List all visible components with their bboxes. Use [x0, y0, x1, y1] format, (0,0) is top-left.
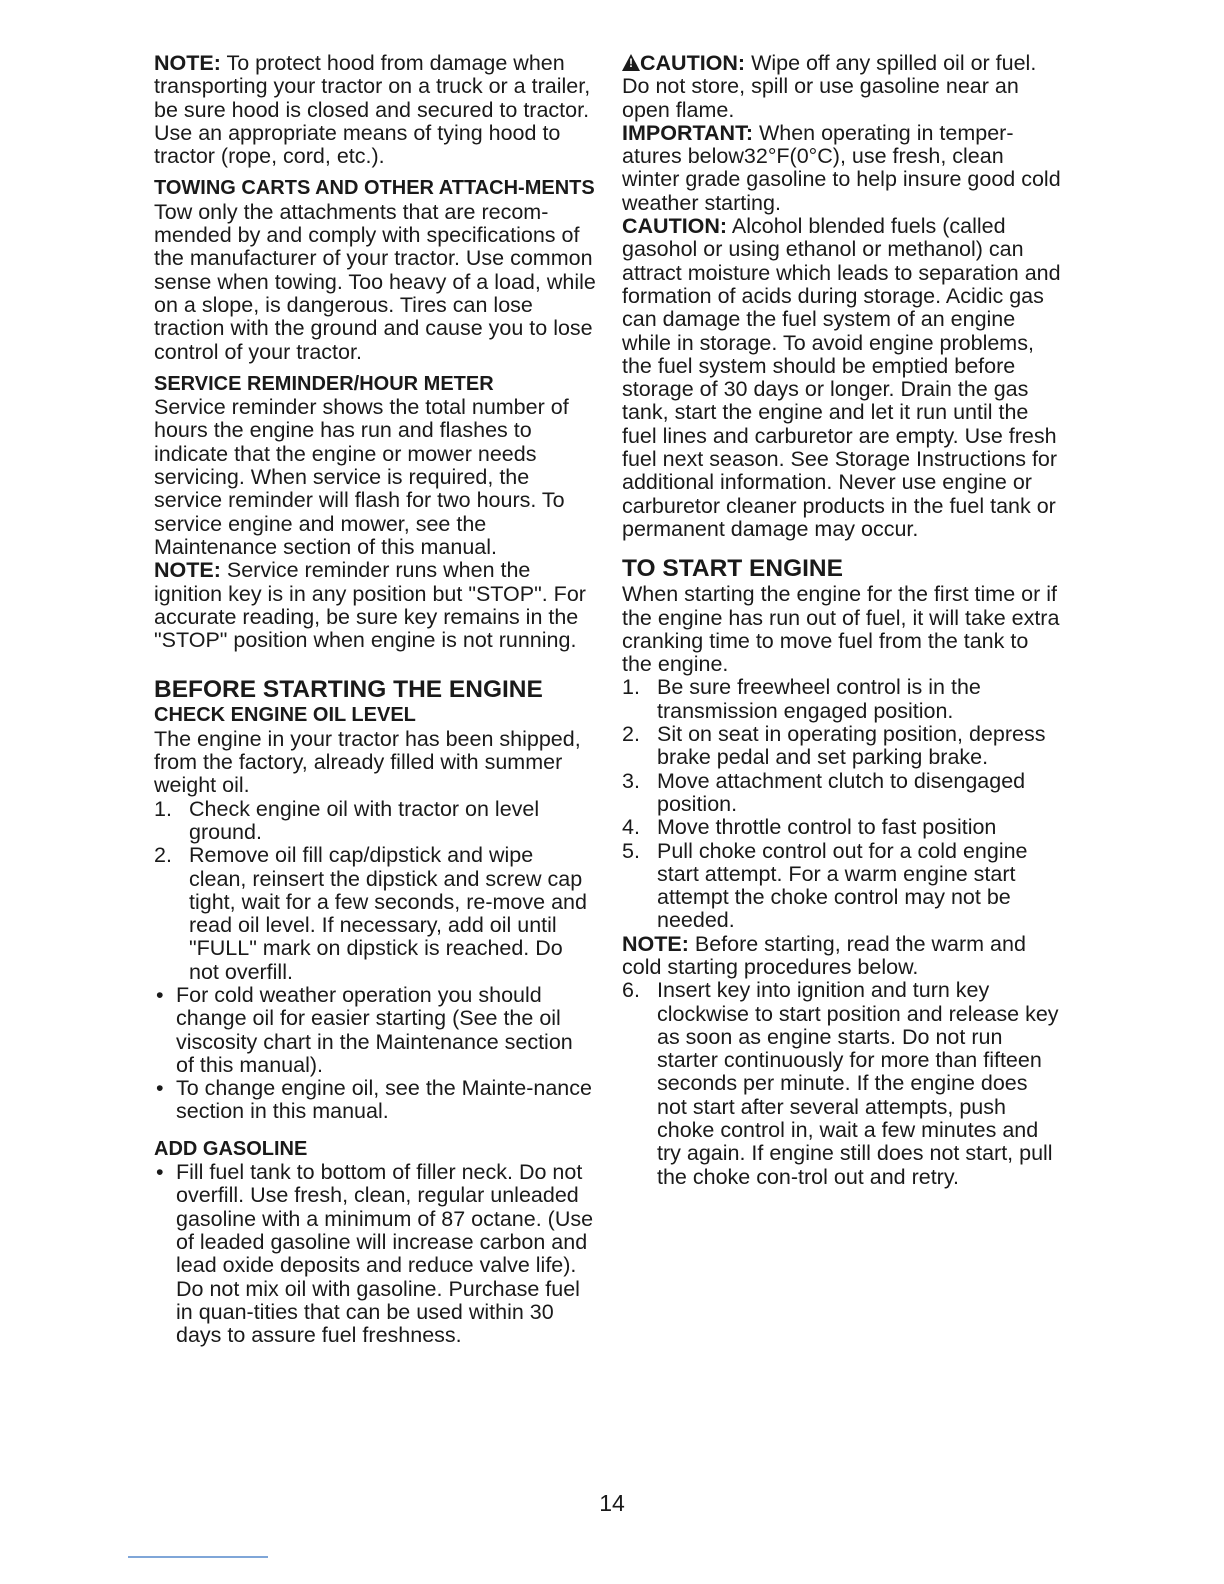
important-note: [622, 122, 1062, 215]
step-text: Be sure freewheel control is in the transmission engaged position.: [657, 675, 981, 723]
note-label: NOTE:: [622, 931, 689, 956]
important-label: IMPORTANT:: [622, 120, 753, 145]
service-meter-heading: SERVICE REMINDER/HOUR METER: [154, 372, 494, 395]
step-text: Remove oil fill cap/dipstick and wipe clean, reinsert the dipstick and screw cap tight, wait for a few seconds, re-move and read oil level. If necessary, add oil until "FULL" mark on dipstick is reached. Do not overfill.: [189, 843, 587, 984]
page-number: 14: [599, 1490, 625, 1516]
list-item: [154, 1161, 596, 1347]
caution-label: CAUTION:: [622, 214, 728, 239]
check-oil-intro: The engine in your tractor has been shipped, from the factory, already filled with summer weight oil.: [154, 726, 581, 798]
note-text: Before starting, read the warm and cold starting procedures below.: [622, 931, 1026, 979]
towing-heading: TOWING CARTS AND OTHER ATTACH-MENTS: [154, 177, 595, 200]
step-text: Sit on seat in operating position, depress brake pedal and set parking brake.: [657, 722, 1046, 770]
footer-divider: [128, 1556, 268, 1558]
list-item: [154, 984, 596, 1077]
bullet-text: For cold weather operation you should change oil for easier starting (See the oil viscosity chart in the Maintenance section of this manual).: [176, 982, 573, 1077]
start-engine-steps: [622, 676, 1062, 932]
check-oil-steps: [154, 798, 596, 984]
step-text: Move attachment clutch to disengaged position.: [657, 768, 1026, 816]
caution-label: CAUTION:: [640, 51, 746, 75]
list-item: [622, 840, 1062, 933]
step-number: 1.: [622, 675, 640, 700]
bullet-icon: •: [156, 1160, 164, 1185]
start-engine-intro: When starting the engine for the first time or if the engine has run out of fuel, it will take extra cranking time to move fuel from the tank to the engine.: [622, 582, 1060, 677]
check-oil-heading: CHECK ENGINE OIL LEVEL: [154, 704, 416, 727]
list-item: [622, 676, 1062, 723]
add-gasoline-heading: ADD GASOLINE: [154, 1137, 308, 1160]
list-item: [154, 798, 596, 845]
note-text: Service reminder runs when the ignition key is in any position but "STOP". For accurate reading, be sure key remains in the "STOP" position when engine is not running.: [154, 558, 586, 653]
step-number: 5.: [622, 838, 640, 863]
step-number: 6.: [622, 978, 640, 1003]
list-item: [622, 723, 1062, 770]
towing-text: Tow only the attachments that are recom-mended by and comply with specifications of the manufacturer of your tractor. Use common sense when towing. Too heavy of a load, while on a slope, is dangerous. Tires can lose traction with the ground and cause you to lose control of your tractor.: [154, 199, 596, 364]
start-engine-heading: TO START ENGINE: [622, 555, 843, 583]
right-column: [622, 52, 1062, 1189]
step-number: 2.: [154, 843, 172, 868]
caution-text: Alcohol blended fuels (called gasohol or using ethanol or methanol) can attract moisture which leads to separation and formation of acids during storage. Acidic gas can damage the fuel system of an engine while in storage. To avoid engine problems, the fuel system should be emptied before storage of 30 days or longer. Drain the gas tank, start the engine and let it run until the fuel lines and carburetor are empty. Use fresh fuel next season. See Storage Instructions for additional information. Never use engine or carburetor cleaner products in the fuel tank or permanent damage may occur.: [622, 214, 1061, 541]
list-item: [154, 1077, 596, 1124]
note-label: NOTE:: [154, 51, 221, 75]
note-transport: [154, 52, 596, 168]
list-item: [622, 816, 1062, 839]
left-column: [154, 52, 596, 1347]
before-starting-heading: BEFORE STARTING THE ENGINE: [154, 676, 543, 704]
bullet-icon: •: [156, 982, 164, 1007]
warning-triangle-icon: [622, 54, 640, 71]
list-item: [154, 844, 596, 984]
important-text: When operating in temper-atures below32°F(0°C), use fresh, clean winter grade gasoline to help insure good cold weather starting.: [622, 120, 1061, 215]
bullet-text: To change engine oil, see the Mainte-nance section in this manual.: [176, 1076, 592, 1124]
step-number: 2.: [622, 722, 640, 747]
bullet-text: Fill fuel tank to bottom of filler neck. Do not overfill. Use fresh, clean, regular unleaded gasoline with a minimum of 87 octane. (Use of leaded gasoline will increase carbon and lead oxide deposits and reduce valve life). Do not mix oil with gasoline. Purchase fuel in quan-tities that can be used within 30 days to assure fuel freshness.: [176, 1160, 594, 1348]
list-item: [622, 770, 1062, 817]
caution-alcohol: [622, 215, 1062, 541]
start-engine-note: [622, 933, 1062, 980]
add-gasoline-bullets: [154, 1161, 596, 1347]
step-text: Insert key into ignition and turn key clockwise to start position and release key as soon as engine starts. Do not run starter continuously for more than fifteen seconds per minute. If the engine does not start after several attempts, push choke control in, wait a few minutes and try again. If engine still does not start, pull the choke con-trol out and retry.: [657, 978, 1059, 1189]
start-engine-step6: [622, 979, 1062, 1189]
step-text: Pull choke control out for a cold engine start attempt. For a warm engine start attempt the choke control may not be needed.: [657, 838, 1028, 933]
note-text: To protect hood from damage when transporting your tractor on a truck or a trailer, be sure hood is closed and secured to tractor. Use an appropriate means of tying hood to tractor (rope, cord, etc.).: [154, 51, 591, 169]
list-item: [622, 979, 1062, 1189]
step-text: Move throttle control to fast position: [657, 815, 997, 840]
step-number: 1.: [154, 796, 172, 821]
step-number: 4.: [622, 815, 640, 840]
step-text: Check engine oil with tractor on level ground.: [189, 796, 540, 844]
check-oil-bullets: [154, 984, 596, 1124]
service-meter-text: Service reminder shows the total number of hours the engine has run and flashes to indicate that the engine or mower needs servicing. When service is required, the service reminder will flash for two hours. To service engine and mower, see the Maintenance section of this manual.: [154, 395, 569, 559]
bullet-icon: •: [156, 1076, 164, 1101]
caution-spill: [622, 52, 1062, 122]
caution-text: Wipe off any spilled oil or fuel. Do not store, spill or use gasoline near an open flame.: [622, 51, 1037, 122]
service-meter-note: [154, 559, 596, 652]
step-number: 3.: [622, 768, 640, 793]
note-label: NOTE:: [154, 558, 221, 583]
